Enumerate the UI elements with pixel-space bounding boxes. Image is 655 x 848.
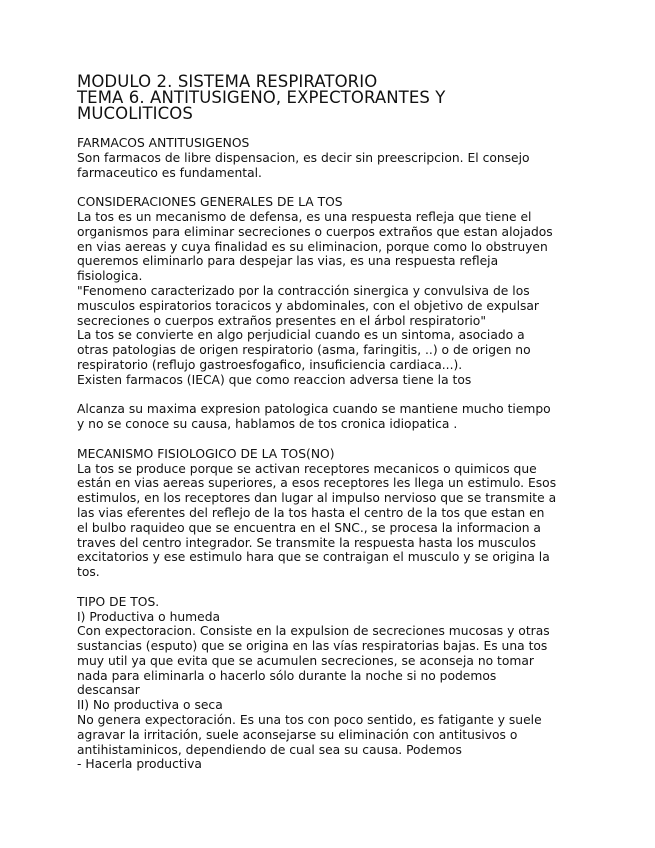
quote-line: secreciones o cuerpos extraños presentes en el árbol respiratorio" (77, 313, 486, 328)
title-line-3: MUCOLITICOS (77, 104, 193, 123)
paragraph-line: Alcanza su maxima expresion patologica cuando se mantiene mucho tiempo (77, 402, 551, 417)
paragraph-line: traves del centro integrador. Se transmite la respuesta hasta los musculos (77, 535, 536, 550)
section-heading: MECANISMO FISIOLOGICO DE LA TOS(NO) (77, 446, 335, 461)
paragraph-line: están en vias aereas superiores, a esos receptores les llega un estimulo. Esos (77, 476, 557, 491)
section-heading: TIPO DE TOS. (77, 594, 160, 609)
document-title (77, 74, 587, 122)
section-heading: CONSIDERACIONES GENERALES DE LA TOS (77, 195, 343, 210)
paragraph-line: excitatorios y ese estimulo hara que se contraigan el musculo y se origina la (77, 550, 550, 565)
paragraph-line: La tos se produce porque se activan receptores mecanicos o quimicos que (77, 461, 537, 476)
section-consideraciones (77, 195, 587, 432)
paragraph-line: nada para eliminarla o hacerlo sólo durante la noche si no podemos (77, 668, 497, 683)
paragraph-line: La tos se convierte en algo perjudicial cuando es un sintoma, asociado a (77, 328, 525, 343)
section-antitusigenos (77, 136, 587, 180)
section-mecanismo (77, 447, 587, 580)
paragraph-line: No genera expectoración. Es una tos con poco sentido, es fatigante y suele (77, 713, 542, 728)
paragraph-line: antihistaminicos, dependiendo de cual sea su causa. Podemos (77, 742, 462, 757)
paragraph-line: Existen farmacos (IECA) que como reaccion adversa tiene la tos (77, 372, 472, 387)
document-content (77, 74, 587, 772)
paragraph-line: muy util ya que evita que se acumulen secreciones, se aconseja no tomar (77, 653, 534, 668)
paragraph-line: sustancias (esputo) que se origina en las vías respiratorias bajas. Es una tos (77, 639, 548, 654)
paragraph-line: las vias eferentes del reflejo de la tos hasta el centro de la tos que estan en (77, 505, 545, 520)
paragraph-line: fisiologica. (77, 269, 143, 284)
paragraph-line: La tos es un mecanismo de defensa, es una respuesta refleja que tiene el (77, 209, 532, 224)
paragraph-line: descansar (77, 683, 140, 698)
paragraph-line: tos. (77, 565, 100, 580)
title-line-1: MODULO 2. SISTEMA RESPIRATORIO (77, 72, 378, 91)
paragraph-line: organismos para eliminar secreciones o cuerpos extraños que estan alojados (77, 224, 553, 239)
paragraph-line: el bulbo raquideo que se encuentra en el SNC., se procesa la informacion a (77, 520, 541, 535)
list-item: - Hacerla productiva (77, 757, 202, 772)
paragraph-line: farmaceutico es fundamental. (77, 165, 262, 180)
quote-line: "Fenomeno caracterizado por la contracción sinergica y convulsiva de los (77, 283, 530, 298)
paragraph-line: respiratorio (reflujo gastroesfogafico, insuficiencia cardiaca...). (77, 357, 463, 372)
list-item-heading: II) No productiva o seca (77, 698, 223, 713)
paragraph-line: queremos eliminarlo para despejar las vias, es una respuesta refleja (77, 254, 499, 269)
paragraph-line: Son farmacos de libre dispensacion, es decir sin preescripcion. El consejo (77, 150, 530, 165)
paragraph-line: otras patologias de origen respiratorio (asma, faringitis, ..) o de origen no (77, 343, 531, 358)
list-item-heading: I) Productiva o humeda (77, 609, 221, 624)
paragraph-line: Con expectoracion. Consiste en la expulsion de secreciones mucosas y otras (77, 624, 550, 639)
paragraph-line: agravar la irritación, suele aconsejarse su eliminación con antitusivos o (77, 727, 518, 742)
section-heading: FARMACOS ANTITUSIGENOS (77, 136, 250, 150)
quote-line: musculos espiratorios toracicos y abdominales, con el objetivo de expulsar (77, 298, 539, 313)
paragraph-line: en vias aereas y cuya finalidad es su eliminacion, porque como lo obstruyen (77, 239, 548, 254)
paragraph-line: y no se conoce su causa, hablamos de tos cronica idiopatica . (77, 417, 458, 432)
paragraph-line: estimulos, en los receptores dan lugar al impulso nervioso que se transmite a (77, 491, 557, 506)
section-tipos (77, 595, 587, 773)
title-line-2: TEMA 6. ANTITUSIGENO, EXPECTORANTES Y (77, 88, 446, 107)
